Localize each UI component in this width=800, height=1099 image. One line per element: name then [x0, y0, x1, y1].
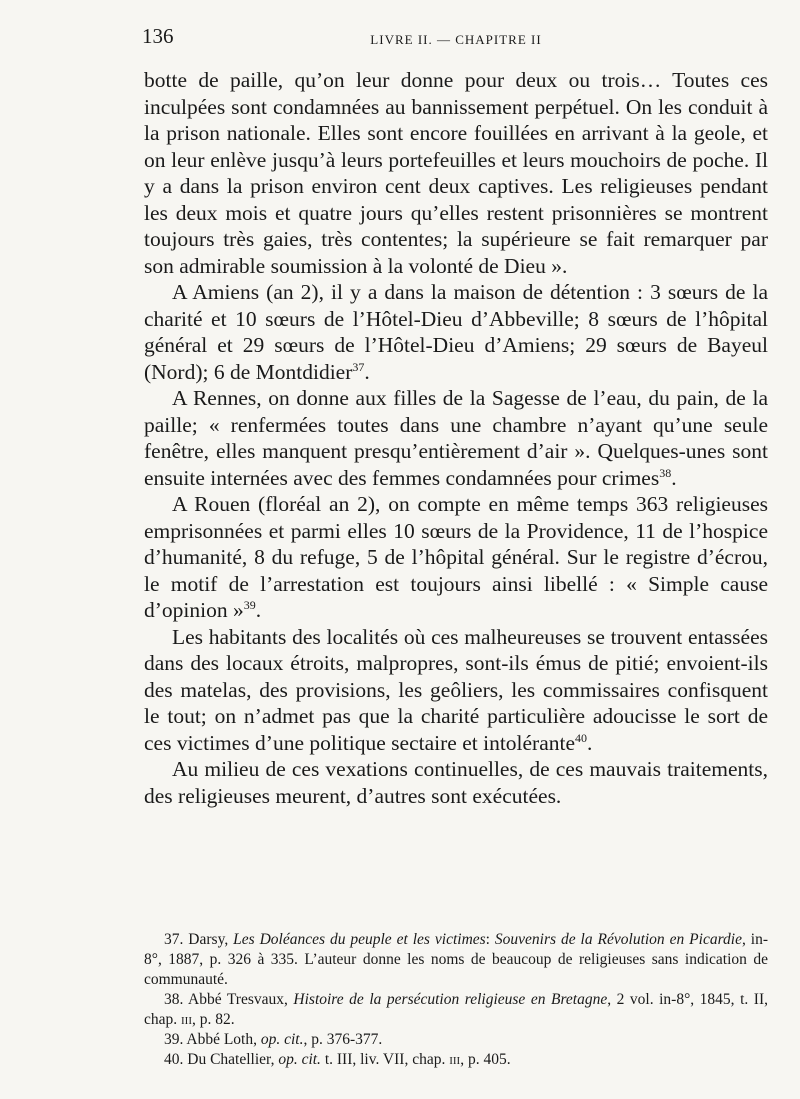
footnote-ref: 38 [659, 465, 672, 480]
paragraph: botte de paille, qu’on leur donne pour deux ou trois… Toutes ces inculpées sont condamnées au bannissement perpétuel. On les conduit à la prison nationale. Elles sont encore fouillées en arrivant à la geole, et on leur enlève jusqu’à leurs portefeuilles et leurs mouchoirs de poche. Il y a dans la prison environ cent deux captives. Les religieuses pendant les deux mois et quatre jours qu’elles restent prisonnières se montrent toujours très gaies, très contentes; la supérieure se fait remarquer par son admirable soumission à la volonté de Dieu ». [144, 68, 768, 278]
paragraph: A Rouen (floréal an 2), on compte en même temps 363 religieuses emprisonnées et parmi elles 10 sœurs de la Providence, 11 de l’hospice d’humanité, 8 du refuge, 5 de l’hôpital général. Sur le registre d’écrou, le motif de l’arrestation est toujours ainsi libellé : « Simple cause d’opinion »$^{39}$. [144, 492, 768, 622]
paragraph: A Rennes, on donne aux filles de la Sagesse de l’eau, du pain, de la paille; « renfermées toutes dans une chambre n’ayant qu’une seule fenêtre, elles manquent presqu’entièrement d’air ». Quelques-unes sont ensuite internées avec des femmes condamnées pour crimes$^{38}$. [144, 386, 768, 490]
page-header [142, 24, 770, 50]
paragraph: A Amiens (an 2), il y a dans la maison de détention : 3 sœurs de la charité et 10 sœurs de l’Hôtel-Dieu d’Abbeville; 8 sœurs de l’hôpital général et 29 sœurs de l’Hôtel-Dieu d’Amiens; 29 sœurs de Bayeul (Nord); 6 de Montdidier$^{37}$. [144, 280, 768, 384]
footnote-ref: 40 [575, 730, 588, 745]
footnotes [144, 930, 768, 1070]
footnote: 37. Darsy, Les Doléances du peuple et les victimes: Souvenirs de la Révolution en Picardie, in-8°, 1887, p. 326 à 335. L’auteur donne les noms de beaucoup de religieuses sans indication de communauté. [144, 931, 768, 988]
footnote: 39. Abbé Loth, op. cit., p. 376-377. [164, 1031, 383, 1048]
running-head: LIVRE II. — CHAPITRE II [370, 32, 542, 47]
paragraph: Les habitants des localités où ces malheureuses se trouvent entassées dans des locaux étroits, malpropres, sont-ils émus de pitié; envoient-ils des matelas, des provisions, les geôliers, les commissaires confisquent le tout; on n’admet pas que la charité particulière adoucisse le sort de ces victimes d’une politique sectaire et intolérante$^{40}$. [144, 624, 768, 755]
page-number: 136 [142, 24, 174, 48]
paragraph: Au milieu de ces vexations continuelles, de ces mauvais traitements, des religieuses meurent, d’autres sont exécutées. [144, 757, 768, 808]
body-text [144, 67, 768, 809]
footnote: 40. Du Chatellier, op. cit. t. III, liv. VII, chap. iii, p. 405. [164, 1051, 511, 1068]
footnote: 38. Abbé Tresvaux, Histoire de la persécution religieuse en Bretagne, 2 vol. in-8°, 1845, t. II, chap. iii, p. 82. [144, 991, 768, 1028]
footnote-ref: 39 [243, 597, 256, 612]
footnote-ref: 37 [352, 359, 365, 374]
